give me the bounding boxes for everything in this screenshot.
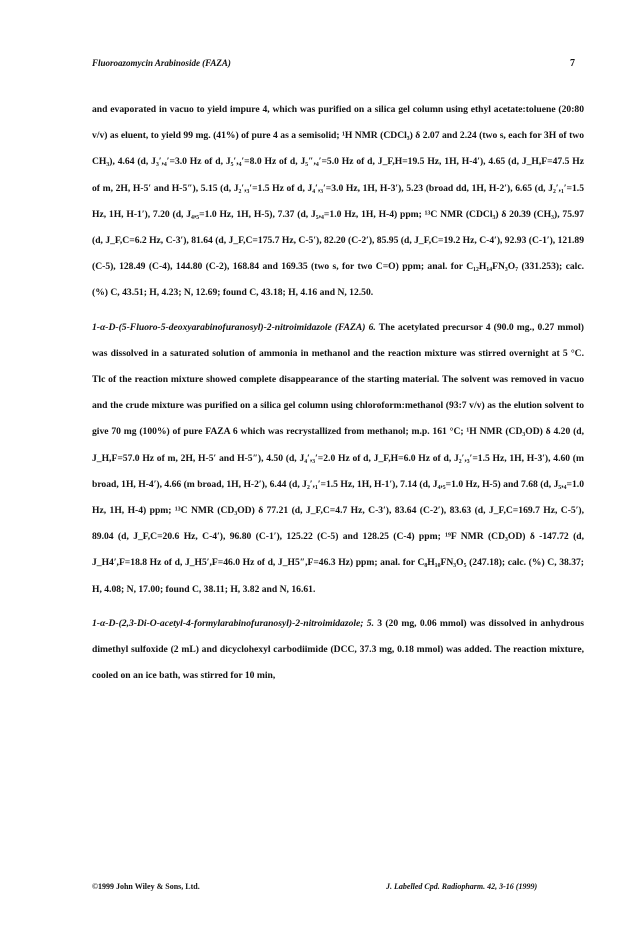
- article-body: [92, 97, 584, 697]
- paragraph-text: 3 (20 mg, 0.06 mmol) was dissolved in anhydrous dimethyl sulfoxide (2 mL) and dicyclohexyl carbodiimide (DCC, 37.3 mg, 0.18 mmol) was added. The reaction mixture, cooled on an ice bath, was stirred for 10 min,: [92, 617, 584, 682]
- running-title: Fluoroazomycin Arabinoside (FAZA): [92, 58, 231, 68]
- paragraph-formyl-compound: [92, 611, 584, 690]
- copyright-notice: ©1999 John Wiley & Sons, Ltd.: [92, 882, 200, 891]
- compound-heading: 1-α-D-(5-Fluoro-5-deoxyarabinofuranosyl)-2-nitroimidazole (FAZA) 6.: [92, 321, 376, 333]
- paragraph-faza-synthesis: [92, 315, 584, 603]
- compound-heading: 1-α-D-(2,3-Di-O-acetyl-4-formylarabinofuranosyl)-2-nitroimidazole; 5.: [92, 617, 374, 629]
- journal-citation: J. Labelled Cpd. Radiopharm. 42, 3-16 (1999): [386, 882, 538, 891]
- paragraph-text: and evaporated in vacuo to yield impure 4, which was purified on a silica gel column using ethyl acetate:toluene (20:80 v/v) as eluent, to yield 99 mg. (41%) of pure 4 as a semisolid; ¹H NMR (CDCl₃) δ 2.07 and 2.24 (two s, each for 3H of two CH₃), 4.64 (d, J₃′,₄′=3.0 Hz of d, J₅′,₄′=8.0 Hz of d, J₅″,₄′=5.0 Hz of d, J_F,H=19.5 Hz, 1H, H-4′), 4.65 (d, J_H,F=47.5 Hz of m, 2H, H-5′ and H-5″), 5.15 (d, J₂′,₃′=1.5 Hz of d, J₄′,₃′=3.0 Hz, 1H, H-3′), 5.23 (broad dd, 1H, H-2′), 6.65 (d, J₂′,₁′=1.5 Hz, 1H, H-1′), 7.20 (d, J₄,₅=1.0 Hz, 1H, H-5), 7.37 (d, J₅,₄=1.0 Hz, 1H, H-4) ppm; ¹³C NMR (CDCl₃) δ 20.39 (CH₃), 75.97 (d, J_F,C=6.2 Hz, C-3′), 81.64 (d, J_F,C=175.7 Hz, C-5′), 82.20 (C-2′), 85.95 (d, J_F,C=19.2 Hz, C-4′), 92.93 (C-1′), 121.89 (C-5), 128.49 (C-4), 144.80 (C-2), 168.84 and 169.35 (two s, for two C=O) ppm; anal. for C₁₂H₁₄FN₃O₇ (331.253); calc. (%) C, 43.51; H, 4.23; N, 12.69; found C, 43.18; H, 4.16 and N, 12.50.: [92, 104, 584, 299]
- paragraph-faza-precursor-characterization: [92, 97, 584, 307]
- page-number: 7: [570, 58, 575, 69]
- paragraph-text: The acetylated precursor 4 (90.0 mg., 0.27 mmol) was dissolved in a saturated solution of ammonia in methanol and the reaction mixture was stirred overnight at 5 °C. Tlc of the reaction mixture showed complete disappearance of the starting material. The solvent was removed in vacuo and the crude mixture was purified on a silica gel column using chloroform:methanol (93:7 v/v) as the elution solvent to give 70 mg (100%) of pure FAZA 6 which was recrystallized from methanol; m.p. 161 °C; ¹H NMR (CD₃OD) δ 4.20 (d, J_H,F=57.0 Hz of m, 2H, H-5′ and H-5″), 4.50 (d, J₄′,₃′=2.0 Hz of d, J_F,H=6.0 Hz of d, J₂′,₃′=1.5 Hz, 1H, H-3′), 4.60 (m broad, 1H, H-4′), 4.66 (m broad, 1H, H-2′), 6.44 (d, J₂′,₁′=1.5 Hz, 1H, H-1′), 7.14 (d, J₄,₅=1.0 Hz, H-5) and 7.68 (d, J₅,₄=1.0 Hz, 1H, H-4) ppm; ¹³C NMR (CD₃OD) δ 77.21 (d, J_F,C=4.7 Hz, C-3′), 83.64 (C-2′), 83.63 (d, J_F,C=169.7 Hz, C-5′), 89.04 (d, J_F,C=20.6 Hz, C-4′), 96.80 (C-1′), 125.22 (C-5) and 128.25 (C-4) ppm; ¹⁹F NMR (CD₃OD) δ -147.72 (d, J_H4′,F=18.8 Hz of d, J_H5′,F=46.0 Hz of d, J_H5″,F=46.3 Hz) ppm; anal. for C₈H₁₀FN₃O₅ (247.18); calc. (%) C, 38.37; H, 4.08; N, 17.00; found C, 38.11; H, 3.82 and N, 16.61.: [92, 321, 584, 595]
